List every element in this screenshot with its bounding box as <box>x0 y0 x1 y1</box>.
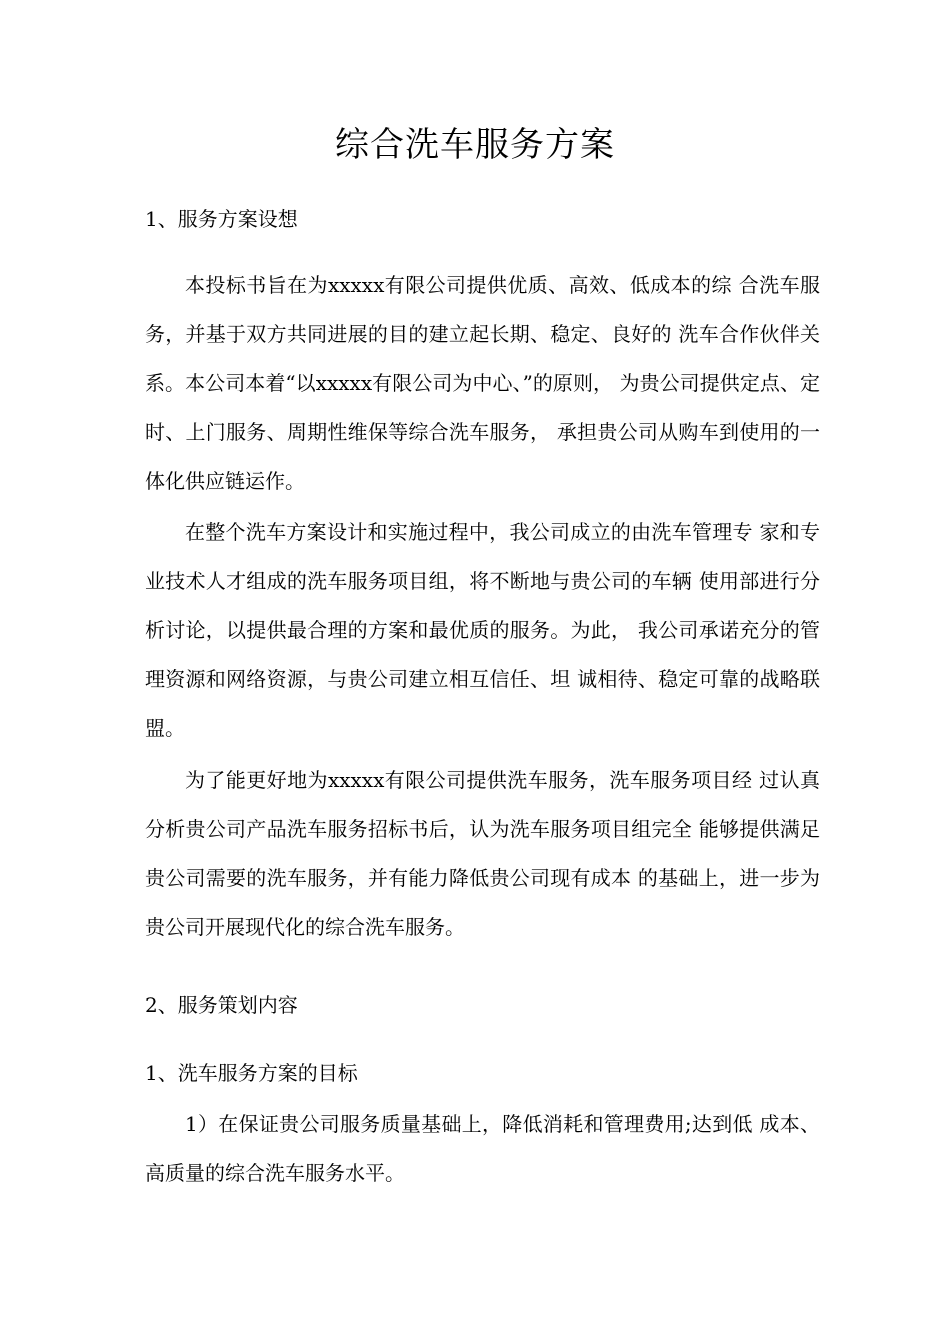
paragraph-intro: 本投标书旨在为xxxxx有限公司提供优质、高效、低成本的综 合洗车服务，并基于双方共同进展的目的建立起长期、稳定、良好的 洗车合作伙伴关系。本公司本着“以xxxxx有限公司为中心、”的原则， 为贵公司提供定点、定时、上门服务、周期性维保等综合洗车服务， 承担贵公司从购车到使用的一体化供应链运作。 <box>145 273 820 493</box>
section-heading-service-content: 2、服务策划内容 <box>145 993 298 1017</box>
paragraph-analysis: 为了能更好地为xxxxx有限公司提供洗车服务，洗车服务项目经 过认真分析贵公司产品洗车服务招标书后，认为洗车服务项目组完全 能够提供满足贵公司需要的洗车服务，并有能力降低贵公司现有成本 的基础上，进一步为贵公司开展现代化的综合洗车服务。 <box>145 768 820 939</box>
section-heading-service-plan: 1、服务方案设想 <box>145 207 298 231</box>
subsection-heading-goals: 1、洗车服务方案的目标 <box>145 1061 358 1085</box>
paragraph-team: 在整个洗车方案设计和实施过程中，我公司成立的由洗车管理专 家和专业技术人才组成的洗车服务项目组，将不断地与贵公司的车辆 使用部进行分析讨论，以提供最合理的方案和最优质的服务。为此， 我公司承诺充分的管理资源和网络资源，与贵公司建立相互信任、坦 诚相待、稳定可靠的战略联盟。 <box>145 520 820 740</box>
paragraph-goal-1: 1）在保证贵公司服务质量基础上，降低消耗和管理费用;达到低 成本、高质量的综合洗车服务水平。 <box>145 1112 820 1185</box>
document-title: 综合洗车服务方案 <box>335 125 615 165</box>
